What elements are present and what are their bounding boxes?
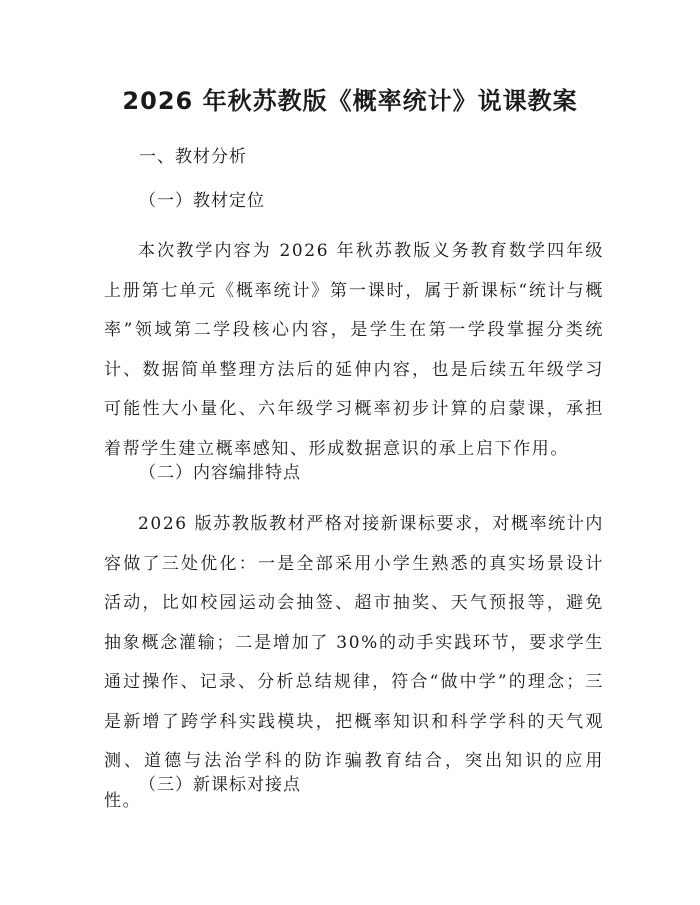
section-heading-textbook-analysis: 一、教材分析 <box>139 147 247 167</box>
document-title: 2026 年秋苏教版《概率统计》说课教案 <box>122 87 578 115</box>
subsection-heading-curriculum: （三）新课标对接点 <box>139 775 301 795</box>
paragraph-positioning: 本次教学内容为 2026 年秋苏教版义务教育数学四年级上册第七单元《概率统计》第一课时，属于新课标“统计与概率”领域第二学段核心内容，是学生在第一学段掌握分类统计、数据简单整理方法后的延伸内容，也是后续五年级学习可能性大小量化、六年级学习概率初步计算的启蒙课，承担着帮学生建立概率感知、形成数据意识的承上启下作用。 <box>104 241 604 459</box>
subsection-heading-arrangement: （二）内容编排特点 <box>139 463 301 483</box>
subsection-heading-positioning: （一）教材定位 <box>139 191 265 211</box>
paragraph-arrangement: 2026 版苏教版教材严格对接新课标要求，对概率统计内容做了三处优化：一是全部采用小学生熟悉的真实场景设计活动，比如校园运动会抽签、超市抽奖、天气预报等，避免抽象概念灌输；二是增加了 30%的动手实践环节，要求学生通过操作、记录、分析总结规律，符合“做中学”的理念；三是新增了跨学科实践模块，把概率知识和科学学科的天气观测、道德与法治学科的防诈骗教育结合，突出知识的应用性。 <box>104 514 604 811</box>
